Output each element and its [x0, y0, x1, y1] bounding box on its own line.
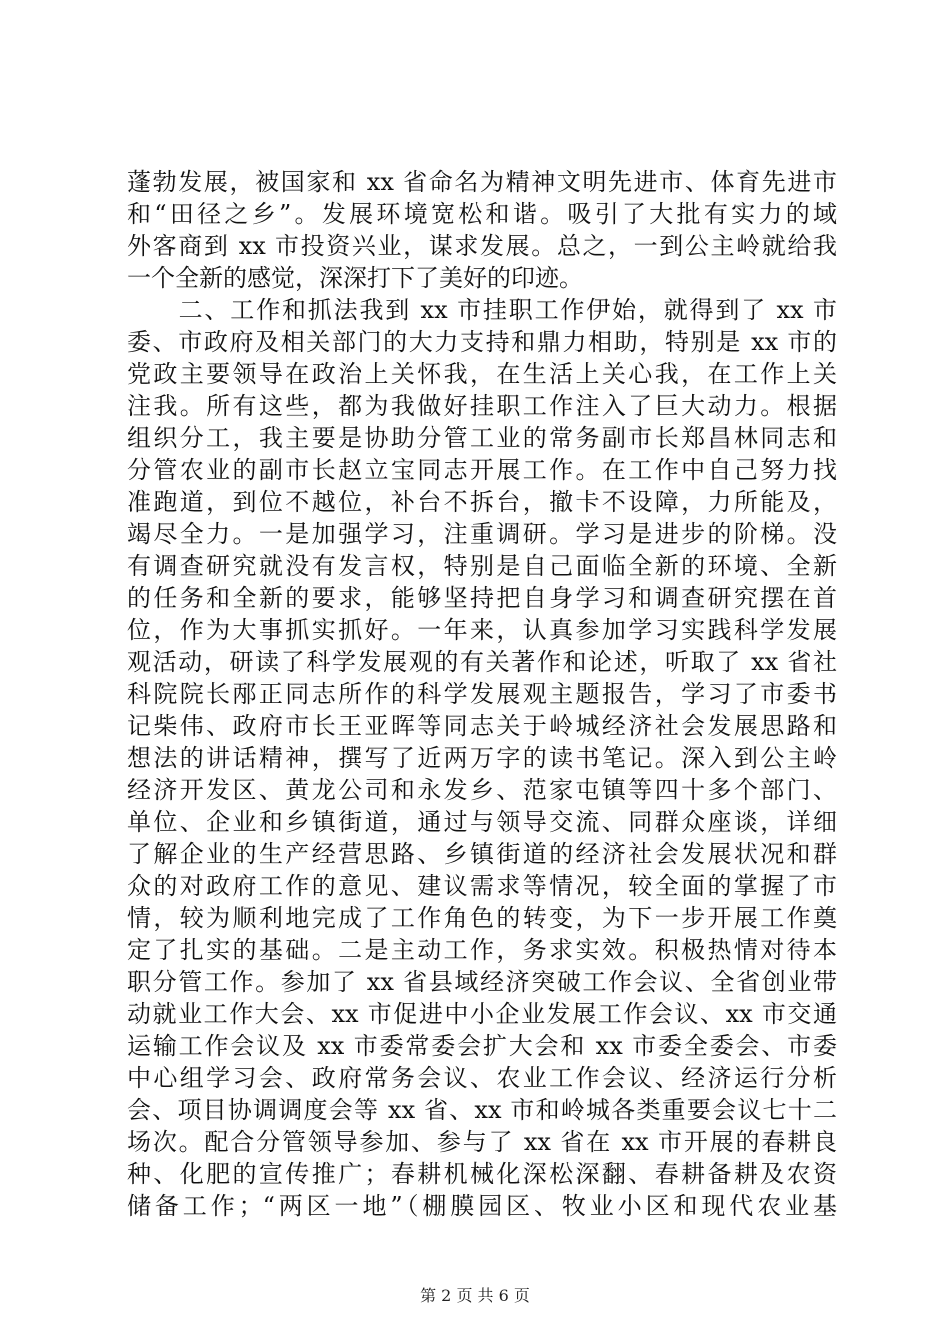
text-line: 想法的讲话精神，撰写了近两万字的读书笔记。深入到公主岭 — [127, 744, 837, 772]
text-line: 中心组学习会、政府常务会议、农业工作会议、经济运行分析 — [127, 1064, 837, 1092]
text-line: 运输工作会议及 xx 市委常委会扩大会和 xx 市委全委会、市委 — [127, 1032, 837, 1060]
text-line: 了解企业的生产经营思路、乡镇街道的经济社会发展状况和群 — [127, 840, 837, 868]
text-line: 单位、企业和乡镇街道，通过与领导交流、同群众座谈，详细 — [127, 808, 837, 836]
text-line: 注我。所有这些，都为我做好挂职工作注入了巨大动力。根据 — [127, 392, 837, 420]
text-line: 经济开发区、黄龙公司和永发乡、范家屯镇等四十多个部门、 — [127, 776, 837, 804]
text-line: 委、市政府及相关部门的大力支持和鼎力相助，特别是 xx 市的 — [127, 328, 837, 356]
text-line: 定了扎实的基础。二是主动工作，务求实效。积极热情对待本 — [127, 936, 837, 964]
text-line: 会、项目协调调度会等 xx 省、xx 市和岭城各类重要会议七十二 — [127, 1096, 837, 1124]
text-line: 记柴伟、政府市长王亚晖等同志关于岭城经济社会发展思路和 — [127, 712, 837, 740]
body-text — [127, 166, 837, 1222]
text-line: 观活动，研读了科学发展观的有关著作和论述，听取了 xx 省社 — [127, 648, 837, 676]
text-line: 储备工作；“两区一地”（棚膜园区、牧业小区和现代农业基 — [127, 1192, 837, 1220]
text-line: 竭尽全力。一是加强学习，注重调研。学习是进步的阶梯。没 — [127, 520, 837, 548]
text-line: 外客商到 xx 市投资兴业，谋求发展。总之，一到公主岭就给我 — [127, 232, 837, 260]
text-line: 分管农业的副市长赵立宝同志开展工作。在工作中自己努力找 — [127, 456, 837, 484]
text-line: 蓬勃发展，被国家和 xx 省命名为精神文明先进市、体育先进市 — [127, 168, 837, 196]
text-line: 场次。配合分管领导参加、参与了 xx 省在 xx 市开展的春耕良 — [127, 1128, 837, 1156]
text-line: 众的对政府工作的意见、建议需求等情况，较全面的掌握了市 — [127, 872, 837, 900]
text-line: 的任务和全新的要求，能够坚持把自身学习和调查研究摆在首 — [127, 584, 837, 612]
text-line: 党政主要领导在政治上关怀我，在生活上关心我，在工作上关 — [127, 360, 837, 388]
text-line: 职分管工作。参加了 xx 省县域经济突破工作会议、全省创业带 — [127, 968, 837, 996]
text-line: 组织分工，我主要是协助分管工业的常务副市长郑昌林同志和 — [127, 424, 837, 452]
text-line: 一个全新的感觉，深深打下了美好的印迹。 — [127, 264, 583, 292]
text-line: 和“田径之乡”。发展环境宽松和谐。吸引了大批有实力的域 — [127, 200, 837, 228]
text-line: 动就业工作大会、xx 市促进中小企业发展工作会议、xx 市交通 — [127, 1000, 837, 1028]
text-line: 位，作为大事抓实抓好。一年来，认真参加学习实践科学发展 — [127, 616, 837, 644]
text-line: 科院院长邴正同志所作的科学发展观主题报告，学习了市委书 — [127, 680, 837, 708]
page-footer: 第 2 页 共 6 页 — [420, 1286, 530, 1305]
text-line: 有调查研究就没有发言权，特别是自己面临全新的环境、全新 — [127, 552, 837, 580]
text-line: 准跑道，到位不越位，补台不拆台，撤卡不设障，力所能及， — [127, 488, 837, 516]
text-line: 二、工作和抓法我到 xx 市挂职工作伊始，就得到了 xx 市 — [127, 296, 837, 324]
text-line: 种、化肥的宣传推广；春耕机械化深松深翻、春耕备耕及农资 — [127, 1160, 837, 1188]
text-line: 情，较为顺利地完成了工作角色的转变，为下一步开展工作奠 — [127, 904, 837, 932]
